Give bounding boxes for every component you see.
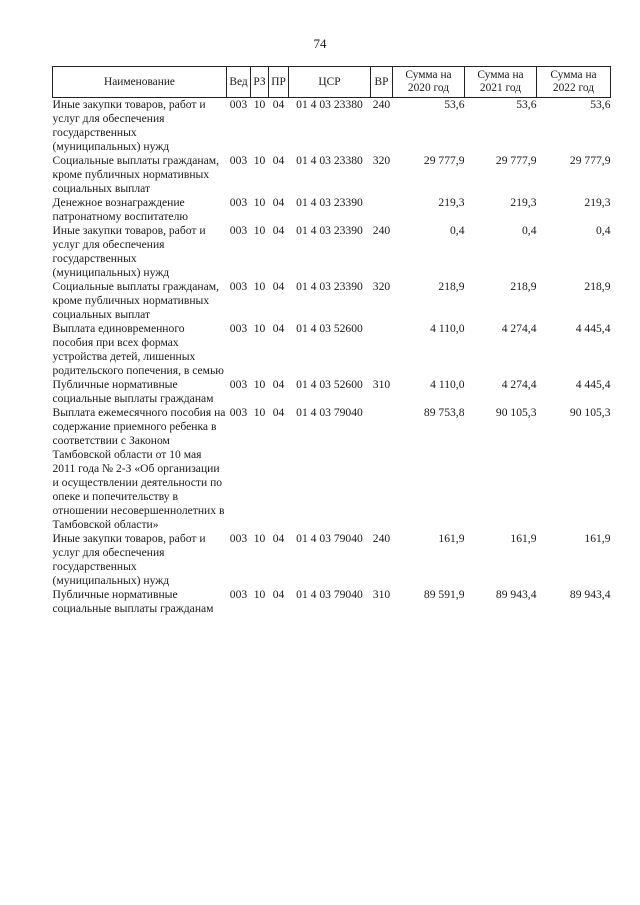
cell-pr: 04 xyxy=(272,532,285,545)
cell-ved: 003 xyxy=(229,322,248,335)
cell-pr: 04 xyxy=(272,322,285,335)
cell-pr: 04 xyxy=(272,280,285,293)
cell-csr: 01 4 03 52600 xyxy=(296,322,363,335)
cell-pr: 04 xyxy=(272,378,285,391)
cell-rz: 10 xyxy=(253,406,266,419)
cell-pr: 04 xyxy=(272,98,285,111)
cell-ved: 003 xyxy=(229,406,248,419)
cell-sum-2021: 219,3 xyxy=(510,196,537,209)
cell-sum-2021: 4 274,4 xyxy=(501,322,537,335)
cell-rz: 10 xyxy=(253,532,266,545)
cell-rz: 10 xyxy=(253,196,266,209)
page-number: 74 xyxy=(313,36,327,51)
col-header-pr: ПР xyxy=(269,67,289,98)
cell-csr: 01 4 03 52600 xyxy=(296,378,363,391)
cell-csr: 01 4 03 79040 xyxy=(296,406,363,419)
table-row xyxy=(53,224,611,280)
cell-ved: 003 xyxy=(229,378,248,391)
table-row xyxy=(53,196,611,224)
col-header-csr: ЦСР xyxy=(289,67,371,98)
cell-sum-2022: 219,3 xyxy=(584,196,611,209)
cell-name: Социальные выплаты гражданам, кроме публичных нормативных социальных выплат xyxy=(52,280,219,321)
cell-sum-2022: 90 105,3 xyxy=(569,406,611,419)
cell-ved: 003 xyxy=(229,280,248,293)
col-header-name: Наименование xyxy=(53,67,227,98)
cell-name: Социальные выплаты гражданам, кроме публичных нормативных социальных выплат xyxy=(52,154,219,195)
cell-ved: 003 xyxy=(229,588,248,601)
cell-csr: 01 4 03 23390 xyxy=(296,196,363,209)
cell-sum-2020: 29 777,9 xyxy=(423,154,465,167)
table-row xyxy=(53,588,611,616)
cell-sum-2020: 0,4 xyxy=(450,224,465,237)
cell-sum-2020: 4 110,0 xyxy=(430,378,465,391)
cell-rz: 10 xyxy=(253,154,266,167)
cell-vr: 240 xyxy=(372,224,391,237)
cell-vr: 310 xyxy=(372,378,391,391)
cell-pr: 04 xyxy=(272,154,285,167)
table-body xyxy=(53,98,611,617)
col-header-sum-2020: Сумма на 2020 год xyxy=(393,67,465,98)
table-row xyxy=(53,406,611,532)
budget-table xyxy=(52,66,611,616)
cell-name: Денежное вознаграждение патронатному воспитателю xyxy=(52,196,189,223)
cell-sum-2022: 0,4 xyxy=(596,224,611,237)
cell-sum-2022: 4 445,4 xyxy=(575,322,611,335)
col-header-vr: ВР xyxy=(371,67,393,98)
table-row xyxy=(53,322,611,378)
col-header-sum-2021: Сумма на 2021 год xyxy=(465,67,537,98)
cell-name: Выплата ежемесячного пособия на содержание приемного ребенка в соответствии с Законом Тамбовской области от 10 мая 2011 года № 2-З «Об организации и осуществлении деятельности по опеке и попечительству в отношении несовершеннолетних в Тамбовской области» xyxy=(52,406,226,531)
cell-sum-2020: 161,9 xyxy=(438,532,465,545)
cell-vr: 320 xyxy=(372,280,391,293)
cell-pr: 04 xyxy=(272,224,285,237)
cell-rz: 10 xyxy=(253,322,266,335)
cell-ved: 003 xyxy=(229,196,248,209)
cell-csr: 01 4 03 23390 xyxy=(296,224,363,237)
cell-sum-2020: 219,3 xyxy=(438,196,465,209)
col-header-sum-2022: Сумма на 2022 год xyxy=(537,67,611,98)
cell-ved: 003 xyxy=(229,154,248,167)
cell-csr: 01 4 03 23380 xyxy=(296,154,363,167)
cell-rz: 10 xyxy=(253,98,266,111)
cell-sum-2021: 161,9 xyxy=(510,532,537,545)
table-header-row xyxy=(53,67,611,98)
cell-sum-2021: 53,6 xyxy=(516,98,537,111)
cell-ved: 003 xyxy=(229,98,248,111)
cell-vr: 310 xyxy=(372,588,391,601)
cell-sum-2020: 53,6 xyxy=(444,98,465,111)
cell-rz: 10 xyxy=(253,224,266,237)
cell-sum-2020: 89 753,8 xyxy=(423,406,465,419)
cell-csr: 01 4 03 23390 xyxy=(296,280,363,293)
cell-name: Публичные нормативные социальные выплаты гражданам xyxy=(52,378,214,405)
cell-sum-2022: 4 445,4 xyxy=(575,378,611,391)
cell-csr: 01 4 03 79040 xyxy=(296,532,363,545)
cell-sum-2021: 0,4 xyxy=(522,224,537,237)
cell-name: Иные закупки товаров, работ и услуг для обеспечения государственных (муниципальных) нужд xyxy=(52,532,206,587)
cell-ved: 003 xyxy=(229,224,248,237)
cell-name: Иные закупки товаров, работ и услуг для обеспечения государственных (муниципальных) нужд xyxy=(52,224,206,279)
cell-sum-2022: 161,9 xyxy=(584,532,611,545)
cell-sum-2021: 90 105,3 xyxy=(495,406,537,419)
cell-sum-2020: 4 110,0 xyxy=(430,322,465,335)
table-row xyxy=(53,280,611,322)
cell-sum-2022: 218,9 xyxy=(584,280,611,293)
cell-vr: 320 xyxy=(372,154,391,167)
col-header-ved: Вед xyxy=(227,67,251,98)
cell-rz: 10 xyxy=(253,378,266,391)
cell-sum-2021: 4 274,4 xyxy=(501,378,537,391)
cell-csr: 01 4 03 79040 xyxy=(296,588,363,601)
cell-sum-2020: 89 591,9 xyxy=(423,588,465,601)
cell-vr xyxy=(371,196,393,224)
cell-sum-2022: 89 943,4 xyxy=(569,588,611,601)
cell-pr: 04 xyxy=(272,196,285,209)
table-row xyxy=(53,378,611,406)
cell-vr: 240 xyxy=(372,98,391,111)
cell-sum-2021: 89 943,4 xyxy=(495,588,537,601)
cell-name: Иные закупки товаров, работ и услуг для обеспечения государственных (муниципальных) нужд xyxy=(52,98,206,153)
cell-vr: 240 xyxy=(372,532,391,545)
col-header-rz: РЗ xyxy=(251,67,269,98)
cell-vr xyxy=(371,322,393,378)
cell-name: Публичные нормативные социальные выплаты гражданам xyxy=(52,588,214,615)
cell-ved: 003 xyxy=(229,532,248,545)
cell-pr: 04 xyxy=(272,588,285,601)
cell-pr: 04 xyxy=(272,406,285,419)
table-row xyxy=(53,532,611,588)
cell-sum-2022: 53,6 xyxy=(590,98,611,111)
table-row xyxy=(53,98,611,155)
cell-sum-2021: 218,9 xyxy=(510,280,537,293)
cell-name: Выплата единовременного пособия при всех формах устройства детей, лишенных родительского попечения, в семью xyxy=(52,322,224,377)
cell-rz: 10 xyxy=(253,588,266,601)
table-row xyxy=(53,154,611,196)
cell-sum-2022: 29 777,9 xyxy=(569,154,611,167)
cell-vr xyxy=(371,406,393,532)
cell-rz: 10 xyxy=(253,280,266,293)
cell-sum-2021: 29 777,9 xyxy=(495,154,537,167)
cell-sum-2020: 218,9 xyxy=(438,280,465,293)
cell-csr: 01 4 03 23380 xyxy=(296,98,363,111)
